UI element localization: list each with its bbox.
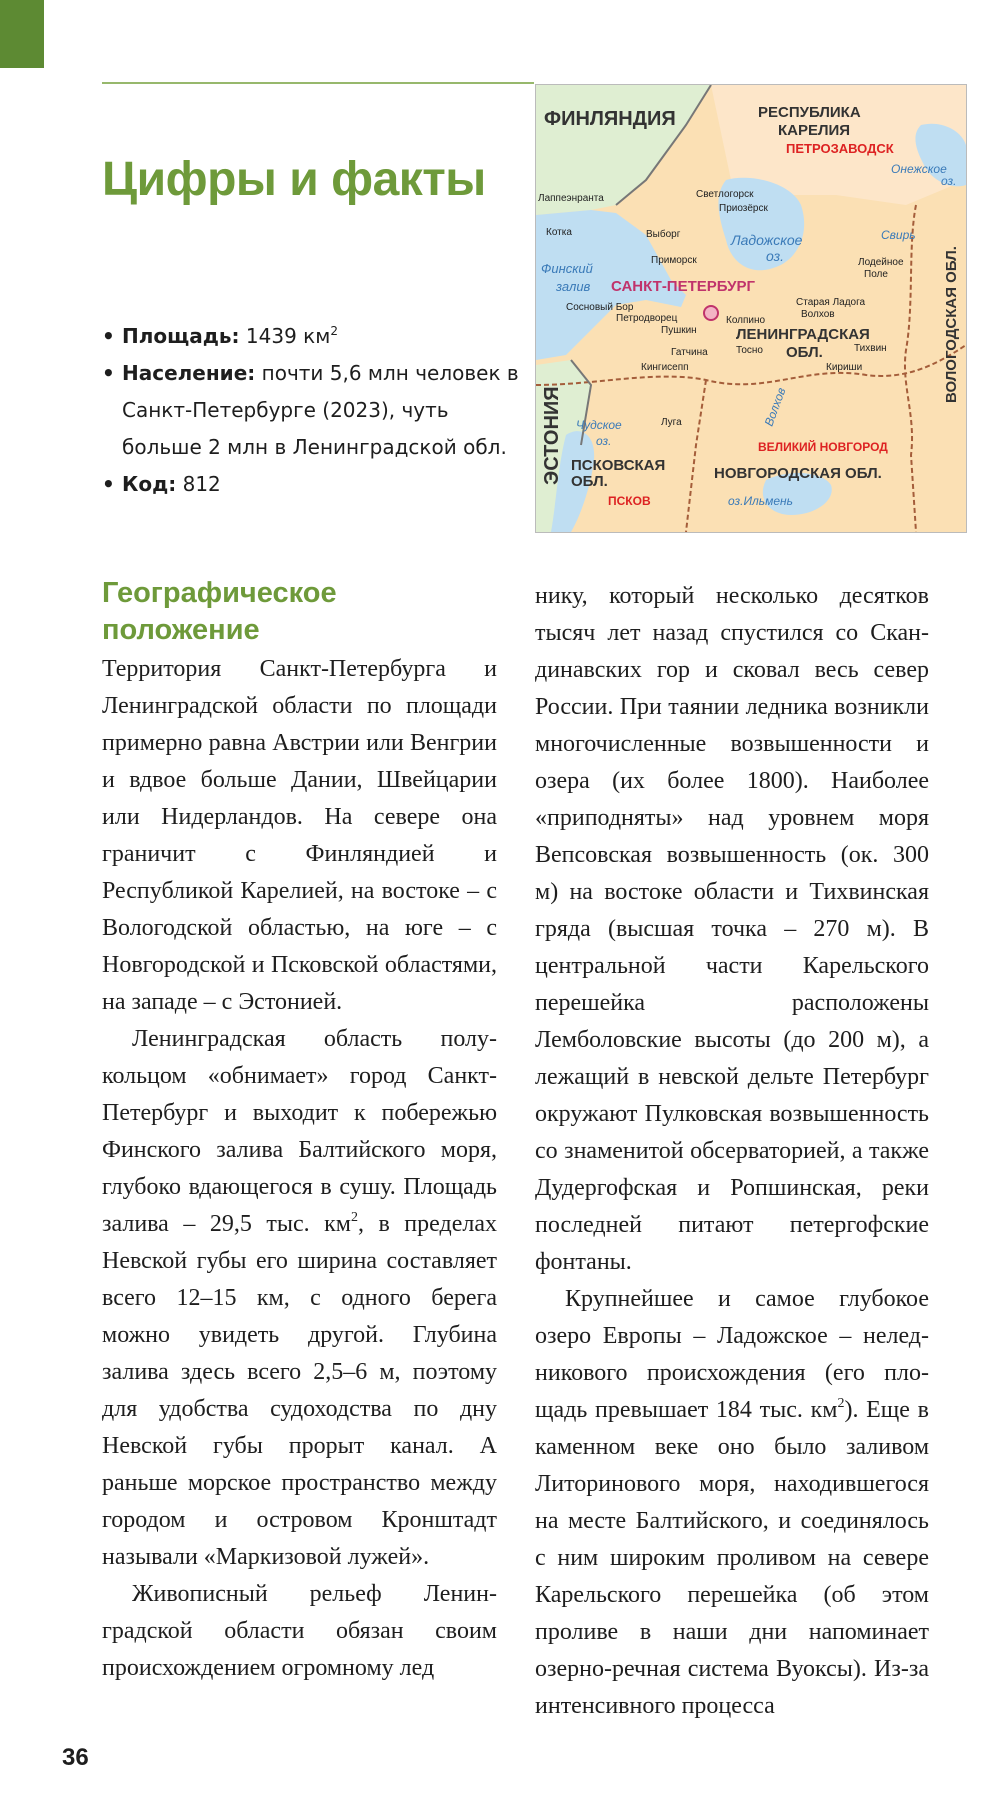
map-water: оз.Ильмень [728,494,793,508]
facts-list [102,318,522,503]
map-water: оз. [941,174,957,188]
fact-code-label: Код: [122,472,177,496]
map-water: залив [556,279,591,294]
paragraph [535,1281,929,1725]
paragraph-part: ). Еще в каменном веке оно было заливом Литоринового моря, находившегося на месте Балтийского, и соединялось с ним широким проливом на севере Карельского перешейка (об этом проливе в наши дни напоминает озерно-речная система Вуоксы). Из-за интенсивного процесса [535,1397,929,1719]
map-region: ОБЛ. [786,344,823,361]
section-heading: Географическое положение [102,577,337,646]
map-capital: ПСКОВ [608,494,651,508]
paragraph [102,1021,497,1576]
map-city: Луга [661,417,682,428]
map-city: Светлогорск [696,189,754,200]
paragraph: Живописный рельеф Ленинградской области обязан своим происхождением огромному лед [102,1581,497,1681]
region-map [535,84,967,533]
map-city: Тихвин [854,343,887,354]
fact-population-value: почти 5,6 млн человек в Санкт-Петербурге (2023), чуть больше 2 млн в Ленинградской обл. [122,361,519,459]
fact-code-value: 812 [182,472,221,496]
paragraph: нику, который несколько десятков тысяч лет назад спустился со Скандинавских гор и сковал весь север России. При таянии ледника возникли многочисленные возвышенности и озера (их более 1800). Наиболее «приподняты» над уровнем моря Вепсовская возвышенность (ок. 300 м) на востоке области и Тихвинская гряда (высшая точка – 270 м). В центральной части Карельского перешейка расположены Лемболовские высоты (до 200 м), а лежащий в невской дельте Петербург окружают Пулковская возвышенность со знаменитой обсерваторией, а также Дудергофская и Ропшинская, реки последней питают петергофские фонтаны. [535,583,929,1275]
page-title: Цифры и факты [102,153,486,206]
city-marker [704,306,718,320]
map-city: Лаппеэнранта [538,193,604,204]
map-water: Онежское [891,162,947,176]
map-capital: САНКТ-ПЕТЕРБУРГ [611,278,756,295]
paragraph-part: Ленинградская область полукольцом «обнимает» город Санкт-Петербург и выходит к побережью Финского залива Балтийского моря, глубоко вдающегося в сушу. Площадь залива – 29,5 тыс. км [102,1026,497,1237]
paragraph: Территория Санкт-Петербурга и Ленинградской области по площади примерно равна Австрии или Венгрии и вдвое больше Дании, Швейцарии или Нидерландов. На севере она граничит с Финляндией и Республикой Карелией, на востоке – с Вологодской областью, на юге – с Новгородской и Псковской областями, на западе – с Эстонией. [102,656,497,1015]
unit-sup: 2 [350,1210,358,1225]
map-city: Поле [864,269,888,280]
map-city: Кингисепп [641,362,689,373]
header-rule [102,82,534,84]
map-region: РЕСПУБЛИКА [758,104,861,121]
map-water: Чудское [576,418,622,432]
map-city: Старая Ладога [796,297,866,308]
fact-population [102,355,522,466]
map-water: Волхов [761,385,789,429]
map-city: Лодейное [858,257,904,268]
map-water: Финский [541,261,593,276]
map-city: Гатчина [671,347,708,358]
map-city: Приозёрск [719,203,768,214]
map-city: Котка [546,227,572,238]
map-region: КАРЕЛИЯ [778,122,851,139]
fact-area [102,318,522,355]
page-number: 36 [62,1744,89,1771]
map-city: Приморск [651,255,697,266]
paragraph-part: Крупнейшее и самое глубокое озеро Европы – Ладожское – неледникового происхождения (его площадь превышает 184 тыс. км [535,1286,929,1423]
map-city: Волхов [801,309,835,320]
text-column-right [535,578,929,1725]
fact-area-label: Площадь: [122,324,240,348]
map-capital: ВЕЛИКИЙ НОВГОРОД [758,440,888,454]
corner-tab [0,0,44,68]
unit-sup: 2 [837,1396,845,1411]
map-region: ОБЛ. [571,473,608,490]
fact-code [102,466,522,503]
map-region: НОВГОРОДСКАЯ ОБЛ. [714,465,882,482]
map-city: Петродворец [616,313,678,324]
map-city: Выборг [646,229,681,240]
map-city: Кириши [826,362,863,373]
paragraph-part: , в пределах Невской губы его ширина составляет всего 12–15 км, с одного берега можно увидеть другой. Глубина залива здесь всего 2,5–6 м, поэтому для удобства судоходства по дну Невской губы прорыт канал. А раньше морское пространство между городом и островом Кронштадт называли «Маркизовой лужей». [102,1211,497,1570]
map-region: ПСКОВСКАЯ [571,457,666,474]
map-region: ЛЕНИНГРАДСКАЯ [736,326,870,343]
map-city: Колпино [726,315,766,326]
map-region: ВОЛОГОДСКАЯ ОБЛ. [943,246,960,403]
map-city: Тосно [736,345,763,356]
map-country: ФИНЛЯНДИЯ [544,108,676,130]
map-water: Свирь [881,228,916,242]
map-capital: ПЕТРОЗАВОДСК [786,141,894,156]
fact-population-label: Население: [122,361,256,385]
fact-area-unit-sup: 2 [330,324,338,338]
map-water: оз. [766,248,785,264]
fact-area-value: 1439 км [245,324,331,348]
map-water: оз. [596,434,612,448]
map-water: Ладожское [731,232,803,248]
text-column-left [102,575,497,1687]
map-country: ЭСТОНИЯ [541,386,563,485]
map-city: Сосновый Бор [566,302,634,313]
map-city: Пушкин [661,325,697,336]
